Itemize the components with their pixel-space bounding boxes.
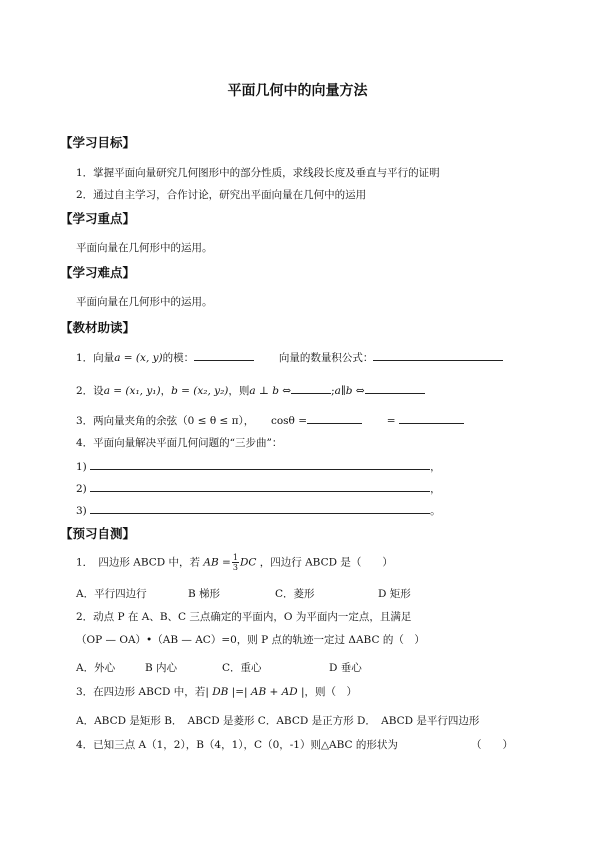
reading-q4: 4．平面向量解决平面几何问题的“三步曲”： xyxy=(76,437,283,449)
step-end-3: 。 xyxy=(430,505,441,517)
section-heading-key: 【学习重点】 xyxy=(60,211,136,226)
reading-q1-mid: 的模： xyxy=(162,352,195,364)
reading-q2-prefix: 2．设 xyxy=(76,385,104,397)
reading-q2-b: b = (x₂, y₂) xyxy=(171,385,229,397)
test-q1-text-b: ，四边行 ABCD 是（ ） xyxy=(259,556,393,569)
test-q2-option-a: A．外心 xyxy=(76,662,116,674)
reading-q3-text: 3．两向量夹角的余弦（0 ≤ θ ≤ π）， xyxy=(76,415,255,427)
fraction xyxy=(232,553,239,572)
answer-blank[interactable] xyxy=(365,382,425,394)
test-q1 xyxy=(76,553,393,572)
test-q2-line-2: （OP — OA）•（AB — AC）=0，则 P 点的轨迹一定过 ΔABC 的（ ） xyxy=(76,634,425,646)
reading-q3-cos: cosθ = xyxy=(270,415,308,427)
test-q4-paren: （ ） xyxy=(471,739,513,751)
answer-blank[interactable] xyxy=(90,502,430,514)
fraction-numerator: 1 xyxy=(232,553,238,562)
test-q2-line-1: 2．动点 P 在 A、B、C 三点确定的平面内，O 为平面内一定点，且满足 xyxy=(76,611,412,623)
test-q4: 4．已知三点 A（1，2），B（4，1），C（0，-1）则△ABC 的形状为 xyxy=(76,739,398,751)
test-q3 xyxy=(76,684,357,699)
reading-q2-sep: ， xyxy=(160,385,172,397)
test-q1-math-r: DC xyxy=(239,556,257,569)
step-row-3 xyxy=(76,502,441,518)
test-q3-math: | DB |=| AB + AD | xyxy=(205,686,305,698)
test-q2-option-c: C．重心 xyxy=(222,662,262,674)
test-q2-option-b: B 内心 xyxy=(145,662,178,674)
step-label-1: 1) xyxy=(76,461,87,473)
reading-q2-par: a∥b ⇔ xyxy=(334,385,365,397)
answer-blank[interactable] xyxy=(291,382,331,394)
test-q1-option-a: A．平行四边行 xyxy=(76,588,147,600)
reading-q3-eq: = xyxy=(386,415,396,427)
step-row-2 xyxy=(76,480,441,496)
answer-blank[interactable] xyxy=(373,349,503,361)
page-title: 平面几何中的向量方法 xyxy=(227,83,368,99)
test-q1-option-c: C．菱形 xyxy=(275,588,315,600)
reading-q1-math: a = (x, y) xyxy=(114,352,163,364)
answer-blank[interactable] xyxy=(90,480,430,492)
step-end-1: ， xyxy=(430,461,441,473)
test-q3-text-b: ，则（ ） xyxy=(304,686,358,698)
step-row-1 xyxy=(76,458,441,474)
test-q2-option-d: D 垂心 xyxy=(329,662,362,674)
reading-q1-prefix: 1．向量 xyxy=(76,352,115,364)
test-q1-option-b: B 梯形 xyxy=(188,588,221,600)
reading-q2-a: a = (x₁, y₁) xyxy=(103,385,161,397)
reading-q2: 2．设a = (x₁, y₁)，b = (x₂, y₂)，则a ⊥ b ⇔ ;a∥b ⇔ xyxy=(76,382,425,398)
reading-q2-perp: a ⊥ b ⇔ xyxy=(249,385,292,397)
answer-blank[interactable] xyxy=(307,412,362,424)
reading-q3 xyxy=(76,412,464,428)
section-heading-test: 【预习自测】 xyxy=(60,526,136,541)
reading-q1 xyxy=(76,349,503,365)
answer-blank[interactable] xyxy=(194,349,254,361)
test-q1-math-l: AB = xyxy=(203,556,231,569)
section-heading-reading: 【教材助读】 xyxy=(60,320,136,335)
section-heading-goals: 【学习目标】 xyxy=(60,135,136,150)
step-label-3: 3) xyxy=(76,505,87,517)
difficulty-text: 平面向量在几何形中的运用。 xyxy=(76,296,213,308)
fraction-denominator: 3 xyxy=(232,563,238,572)
test-q3-options: A．ABCD 是矩形 B． ABCD 是菱形 C．ABCD 是正方形 D． ABCD 是平行四边形 xyxy=(76,715,480,727)
answer-blank[interactable] xyxy=(90,458,430,470)
test-q1-text-a: 1． 四边形 ABCD 中，若 xyxy=(76,556,201,569)
reading-q2-then: ，则 xyxy=(228,385,250,397)
test-q3-text-a: 3．在四边形 ABCD 中，若 xyxy=(76,686,206,698)
key-text: 平面向量在几何形中的运用。 xyxy=(76,242,213,254)
reading-q1-label2: 向量的数量积公式： xyxy=(278,352,374,364)
step-label-2: 2) xyxy=(76,483,87,495)
goal-item-2: 2．通过自主学习，合作讨论，研究出平面向量在几何中的运用 xyxy=(76,189,367,201)
goal-item-1: 1．掌握平面向量研究几何图形中的部分性质，求线段长度及垂直与平行的证明 xyxy=(76,167,440,179)
step-end-2: ， xyxy=(430,483,441,495)
test-q1-option-d: D 矩形 xyxy=(378,588,411,600)
section-heading-difficulty: 【学习难点】 xyxy=(60,265,136,280)
answer-blank[interactable] xyxy=(399,412,464,424)
